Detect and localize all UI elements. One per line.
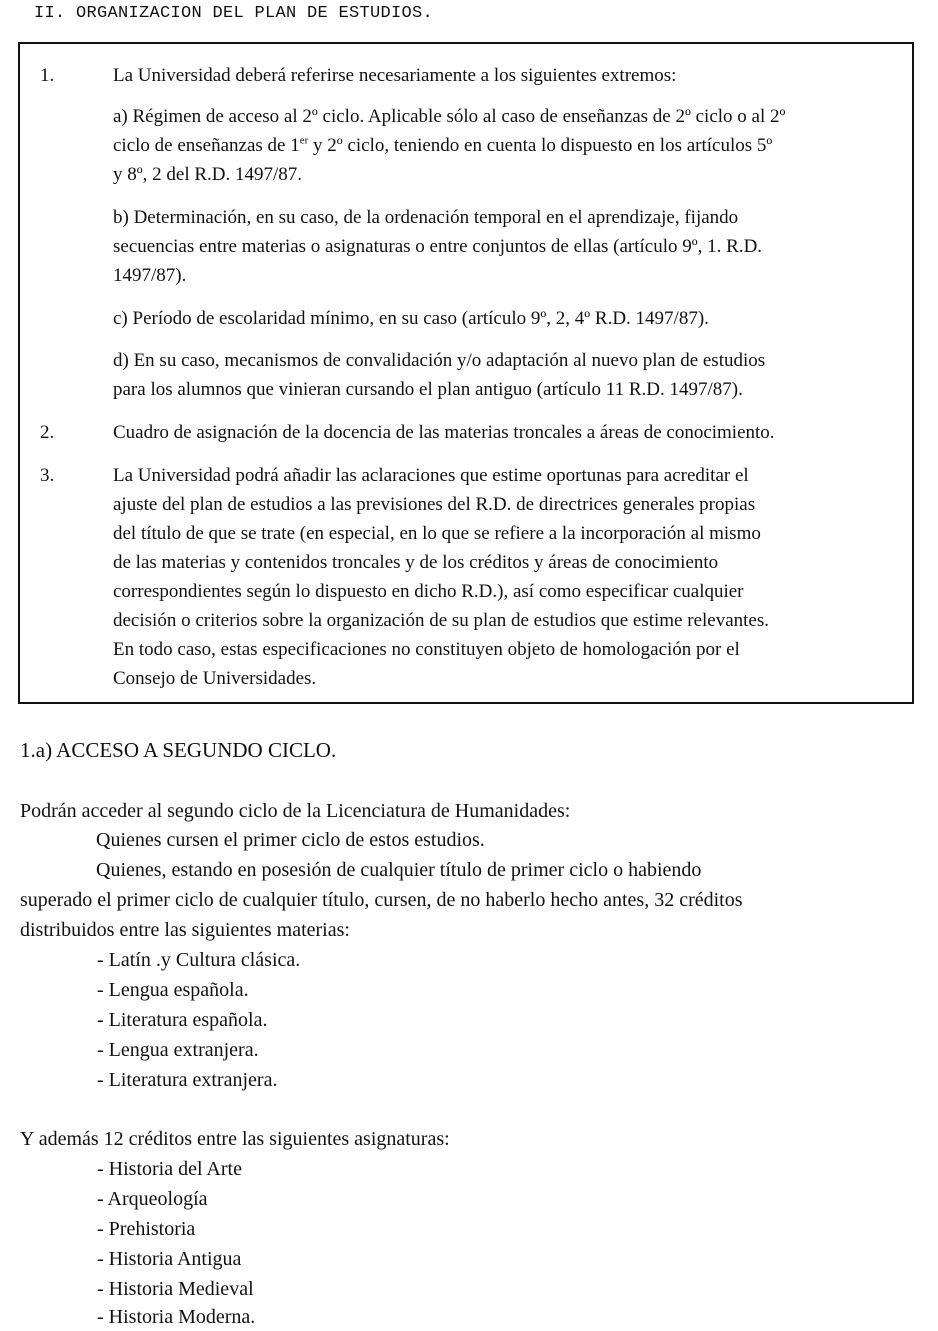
paragraph-2-line-1: Quienes, estando en posesión de cualquier título de primer ciclo o habiendo: [96, 859, 702, 881]
item-1a-line-3: y 8º, 2 del R.D. 1497/87.: [113, 164, 303, 185]
item-3-line: de las materias y contenidos troncales y de los créditos y áreas de conocimiento: [113, 552, 719, 573]
section-title: 1.a) ACCESO A SEGUNDO CICLO.: [20, 738, 337, 762]
item-1d-line-1: d) En su caso, mecanismos de convalidación y/o adaptación al nuevo plan de estudios: [113, 350, 766, 371]
item-1d-line-2: para los alumnos que vinieran cursando el plan antiguo (artículo 11 R.D. 1497/87).: [113, 379, 743, 400]
item-number-1: 1.: [40, 65, 55, 86]
list-item-asignatura: - Historia Antigua: [97, 1248, 242, 1270]
item-3-line: En todo caso, estas especificaciones no constituyen objeto de homologación por el: [113, 639, 740, 660]
item-3-line: correspondientes según lo dispuesto en dicho R.D.), así como especificar cualquier: [113, 581, 744, 602]
item-1b-line-3: 1497/87).: [113, 265, 187, 286]
item-3-line: Consejo de Universidades.: [113, 668, 317, 689]
list-item-asignatura: - Arqueología: [97, 1188, 208, 1210]
list-item-materia: - Literatura extranjera.: [97, 1069, 278, 1091]
item-1a-line-1: a) Régimen de acceso al 2º ciclo. Aplicable sólo al caso de enseñanzas de 2º ciclo o al 2º: [113, 106, 786, 127]
item-1a-line-2-pre: ciclo de enseñanzas de 1: [113, 135, 300, 156]
item-number-3: 3.: [40, 465, 55, 486]
intro-paragraph: Podrán acceder al segundo ciclo de la Licenciatura de Humanidades:: [20, 800, 571, 822]
paragraph-2-line-3: distribuidos entre las siguientes materias:: [20, 919, 350, 941]
item-3-line: ajuste del plan de estudios a las previsiones del R.D. de directrices generales propias: [113, 494, 756, 515]
item-3-line: La Universidad podrá añadir las aclaraciones que estime oportunas para acreditar el: [113, 465, 749, 486]
paragraph-2-line-2: superado el primer ciclo de cualquier título, cursen, de no haberlo hecho antes, 32 créditos: [20, 889, 743, 911]
list-item-asignatura: - Historia del Arte: [97, 1158, 242, 1180]
item-2-text: Cuadro de asignación de la docencia de las materias troncales a áreas de conocimiento.: [113, 422, 775, 443]
item-3-line: decisión o criterios sobre la organización de su plan de estudios que estime relevantes.: [113, 610, 770, 631]
section-heading: II. ORGANIZACION DEL PLAN DE ESTUDIOS.: [34, 4, 434, 23]
list-item-materia: - Lengua española.: [97, 979, 249, 1001]
list-item-asignatura: - Prehistoria: [97, 1218, 196, 1240]
item-1a-superscript: er: [299, 134, 309, 147]
item-1a-line-2: [113, 131, 903, 160]
item-1a-line-2-post: y 2º ciclo, teniendo en cuenta lo dispuesto en los artículos 5º: [308, 135, 773, 156]
item-1b-line-1: b) Determinación, en su caso, de la ordenación temporal en el aprendizaje, fijando: [113, 207, 739, 228]
instructions-box: [18, 42, 914, 704]
list-item-materia: - Lengua extranjera.: [97, 1039, 259, 1061]
list-item-asignatura: - Historia Medieval: [97, 1278, 254, 1300]
list-item-materia: - Literatura española.: [97, 1009, 268, 1031]
list-item-asignatura: - Historia Moderna.: [97, 1306, 256, 1328]
paragraph-3: Y además 12 créditos entre las siguientes asignaturas:: [20, 1128, 450, 1150]
paragraph-1: Quienes cursen el primer ciclo de estos estudios.: [96, 829, 485, 851]
item-1c-line-1: c) Período de escolaridad mínimo, en su caso (artículo 9º, 2, 4º R.D. 1497/87).: [113, 308, 709, 329]
item-1-text: La Universidad deberá referirse necesariamente a los siguientes extremos:: [113, 65, 677, 86]
item-3-line: del título de que se trate (en especial, en lo que se refiere a la incorporación al mismo: [113, 523, 761, 544]
item-1b-line-2: secuencias entre materias o asignaturas o entre conjuntos de ellas (artículo 9º, 1. R.D.: [113, 236, 763, 257]
item-number-2: 2.: [40, 422, 55, 443]
list-item-materia: - Latín .y Cultura clásica.: [97, 949, 301, 971]
